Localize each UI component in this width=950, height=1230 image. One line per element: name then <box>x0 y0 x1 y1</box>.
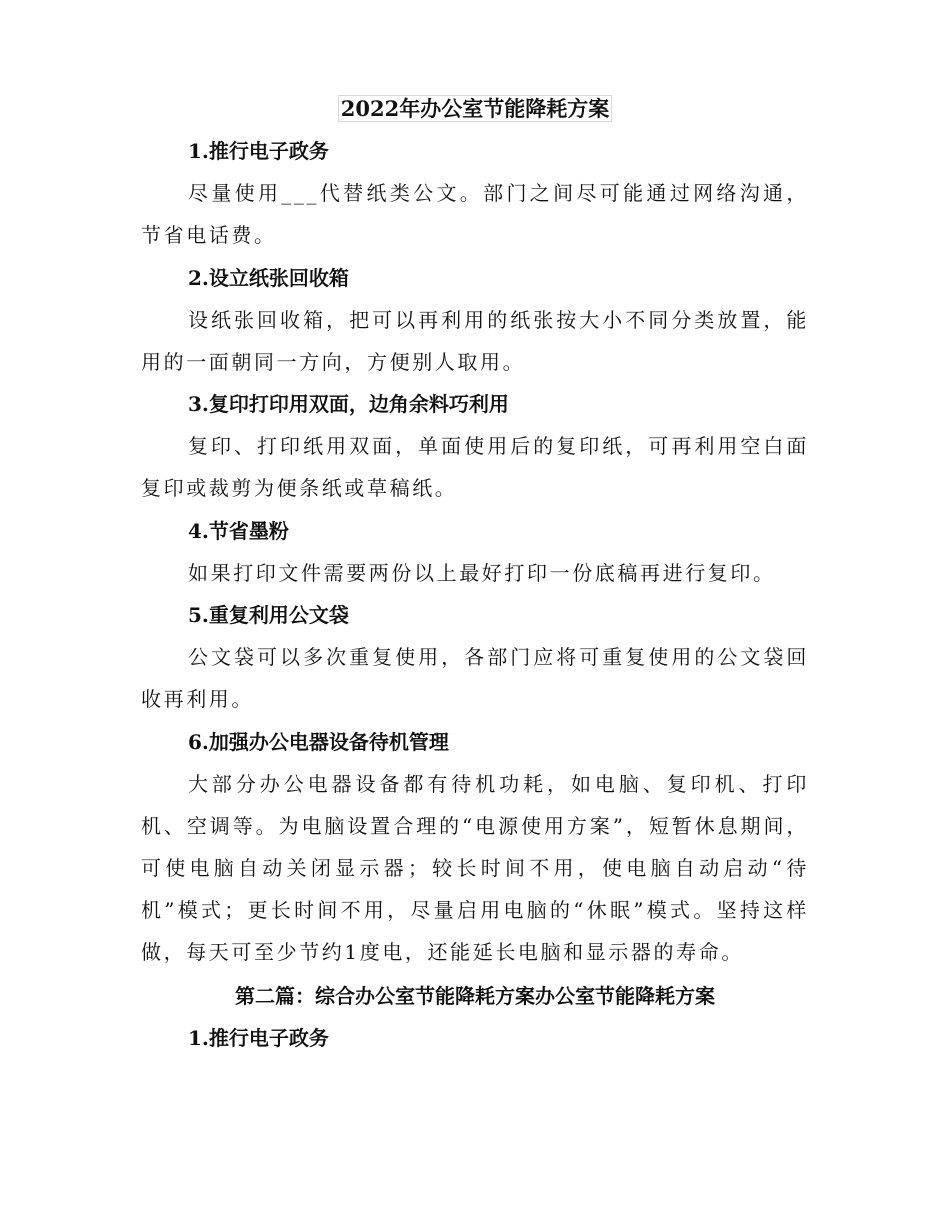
section-heading-1: 1.推行电子政务 <box>188 139 329 163</box>
section-body-4: 如果打印文件需要两份以上最好打印一份底稿再进行复印。 <box>188 561 776 585</box>
section-heading-5: 5.重复利用公文袋 <box>188 603 349 627</box>
section-heading-4: 4.节省墨粉 <box>188 519 289 543</box>
section-body-3: 复印、打印纸用双面，单面使用后的复印纸，可再利用空白面复印或裁剪为便条纸或草稿纸。 <box>141 434 809 500</box>
section-heading-6: 6.加强办公电器设备待机管理 <box>188 730 449 754</box>
section-body-1: 尽量使用___代替纸类公文。部门之间尽可能通过网络沟通，节省电话费。 <box>141 181 809 247</box>
section-heading-3: 3.复印打印用双面，边角余料巧利用 <box>188 392 509 416</box>
part-two-section-heading-1: 1.推行电子政务 <box>188 1026 329 1050</box>
section-heading-2: 2.设立纸张回收箱 <box>188 266 349 290</box>
section-body-5: 公文袋可以多次重复使用，各部门应将可重复使用的公文袋回收再利用。 <box>141 645 809 711</box>
section-body-2: 设纸张回收箱，把可以再利用的纸张按大小不同分类放置，能用的一面朝同一方向，方便别人取用。 <box>141 308 809 374</box>
part-two-heading: 第二篇：综合办公室节能降耗方案办公室节能降耗方案 <box>235 984 715 1008</box>
section-body-6: 大部分办公电器设备都有待机功耗，如电脑、复印机、打印机、空调等。为电脑设置合理的“电源使用方案”，短暂休息期间，可使电脑自动关闭显示器；较长时间不用，使电脑自动启动“待机”模式；更长时间不用，尽量启用电脑的“休眠”模式。坚持这样做，每天可至少节约1度电，还能延长电脑和显示器的寿命。 <box>141 772 809 964</box>
document-title: 2022年办公室节能降耗方案 <box>0 92 950 126</box>
